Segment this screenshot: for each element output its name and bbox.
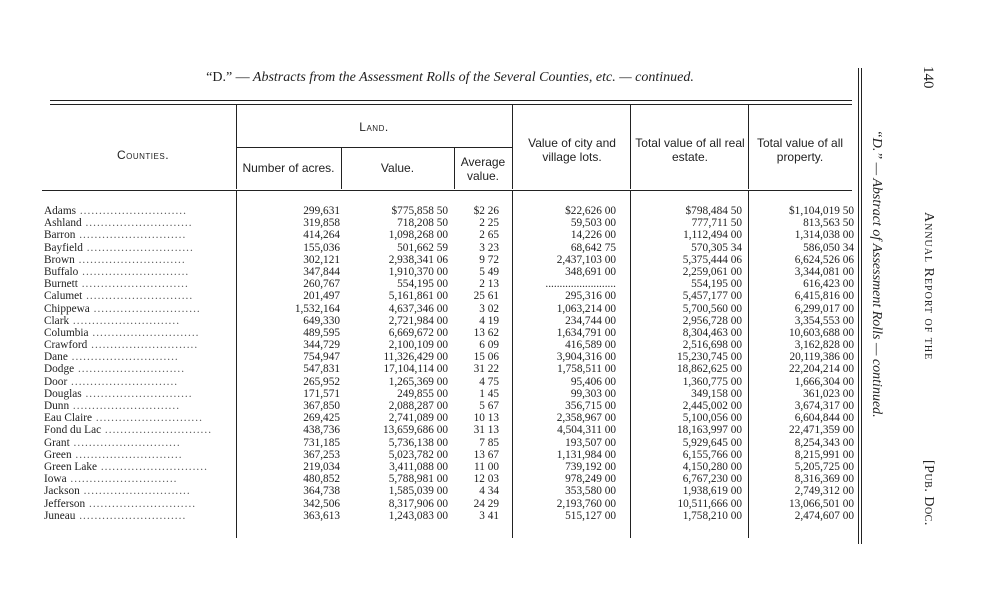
real-estate-cell: 4,150,280 00 xyxy=(682,460,742,473)
table-row xyxy=(40,303,860,315)
acres-cell: 363,613 xyxy=(303,509,340,522)
average-value-cell: 3 41 xyxy=(479,509,499,522)
county-name: Dane ............................ xyxy=(44,351,179,364)
header-real-estate: Total value of all real estate. xyxy=(635,136,745,164)
table-row xyxy=(40,254,860,266)
county-name: Chippewa ............................ xyxy=(44,302,201,315)
land-value-cell: 2,721,984 00 xyxy=(388,314,448,327)
table-row xyxy=(40,229,860,241)
average-value-cell: 5 67 xyxy=(479,400,499,412)
table-row xyxy=(40,424,860,436)
acres-cell: 344,729 xyxy=(303,339,340,352)
page-title xyxy=(50,70,850,86)
land-value-cell: 5,023,782 00 xyxy=(388,448,448,461)
table-row xyxy=(40,376,860,388)
city-lots-cell: 59,503 00 xyxy=(570,217,616,230)
real-estate-cell: 2,259,061 00 xyxy=(682,265,742,278)
table-row xyxy=(40,437,860,449)
average-value-cell: 15 06 xyxy=(473,351,499,364)
table-row xyxy=(40,363,860,375)
county-name: Douglas ............................ xyxy=(44,387,193,400)
all-property-cell: 2,749,312 00 xyxy=(794,485,854,498)
real-estate-cell: 18,862,625 00 xyxy=(677,363,742,376)
page-number: 140 xyxy=(920,66,936,89)
header-bottom-rule xyxy=(42,190,852,191)
header-land: Land. xyxy=(359,120,389,134)
side-rule xyxy=(858,68,859,544)
city-lots-cell: $22,626 00 xyxy=(565,205,616,217)
real-estate-cell: 6,767,230 00 xyxy=(682,473,742,486)
city-lots-cell: 1,131,984 00 xyxy=(556,448,616,461)
average-value-cell: 9 72 xyxy=(479,253,499,266)
average-value-cell: 4 75 xyxy=(479,375,499,388)
real-estate-cell: 5,929,645 00 xyxy=(682,436,742,449)
all-property-cell: $1,104,019 50 xyxy=(789,205,854,217)
land-rule xyxy=(236,147,512,148)
table-row xyxy=(40,461,860,473)
county-name: Burnett ............................ xyxy=(44,278,189,291)
real-estate-cell: $798,484 50 xyxy=(685,205,742,217)
land-value-cell: 13,659,686 00 xyxy=(383,424,448,437)
county-name: Adams ............................ xyxy=(44,205,187,217)
table-row xyxy=(40,473,860,485)
land-value-cell: 1,265,369 00 xyxy=(388,375,448,388)
all-property-cell: 6,299,017 00 xyxy=(794,302,854,315)
land-value-cell: 8,317,906 00 xyxy=(388,497,448,510)
county-name: Green Lake ............................ xyxy=(44,460,208,473)
all-property-cell: 586,050 34 xyxy=(803,241,854,254)
table-row xyxy=(40,400,860,412)
all-property-cell: 1,666,304 00 xyxy=(794,375,854,388)
city-lots-cell: 978,249 00 xyxy=(565,473,616,486)
city-lots-cell: 295,316 00 xyxy=(565,290,616,303)
county-name: Crawford ............................ xyxy=(44,339,199,352)
real-estate-cell: 5,375,444 06 xyxy=(682,253,742,266)
city-lots-cell: 234,744 00 xyxy=(565,314,616,327)
real-estate-cell: 570,305 34 xyxy=(691,241,742,254)
county-name: Iowa ............................ xyxy=(44,473,178,486)
land-value-cell: 501,662 59 xyxy=(397,241,448,254)
county-name: Eau Claire ............................ xyxy=(44,412,203,425)
real-estate-cell: 1,360,775 00 xyxy=(682,375,742,388)
acres-cell: 299,631 xyxy=(303,205,340,217)
real-estate-cell: 1,112,494 00 xyxy=(683,229,742,242)
city-lots-cell: 515,127 00 xyxy=(565,509,616,522)
average-value-cell: 1 45 xyxy=(479,387,499,400)
acres-cell: 201,497 xyxy=(303,290,340,303)
county-name: Grant ............................ xyxy=(44,436,181,449)
real-estate-cell: 2,516,698 00 xyxy=(682,339,742,352)
county-name: Buffalo ............................ xyxy=(44,265,190,278)
acres-cell: 489,595 xyxy=(303,326,340,339)
table-row xyxy=(40,351,860,363)
city-lots-cell: 348,691 00 xyxy=(565,265,616,278)
table-row xyxy=(40,339,860,351)
header-acres: Number of acres. xyxy=(242,161,335,175)
all-property-cell: 6,604,844 00 xyxy=(794,412,854,425)
average-value-cell: 5 49 xyxy=(479,265,499,278)
county-name: Green ............................ xyxy=(44,448,183,461)
all-property-cell: 616,423 00 xyxy=(803,278,854,291)
real-estate-cell: 554,195 00 xyxy=(691,278,742,291)
col-divider xyxy=(748,105,749,189)
county-name: Door ............................ xyxy=(44,375,179,388)
header-value: Value. xyxy=(380,161,415,175)
county-name: Jefferson ............................ xyxy=(44,497,197,510)
land-value-cell: 718,208 50 xyxy=(397,217,448,230)
all-property-cell: 8,316,369 00 xyxy=(794,473,854,486)
county-name: Dunn ............................ xyxy=(44,400,181,412)
all-property-cell: 3,354,553 00 xyxy=(794,314,854,327)
average-value-cell: 4 19 xyxy=(479,314,499,327)
average-value-cell: 4 34 xyxy=(479,485,499,498)
land-value-cell: 1,585,039 00 xyxy=(388,485,448,498)
header-average: Average value. xyxy=(460,155,506,183)
running-head-doc: [Pub. Doc. xyxy=(921,460,936,526)
real-estate-cell: 1,758,210 00 xyxy=(682,509,742,522)
acres-cell: 1,532,164 xyxy=(294,302,340,315)
real-estate-cell: 5,457,177 00 xyxy=(682,290,742,303)
table-row xyxy=(40,449,860,461)
land-value-cell: 249,855 00 xyxy=(397,387,448,400)
city-lots-cell: 99,303 00 xyxy=(570,387,616,400)
real-estate-cell: 2,956,728 00 xyxy=(682,314,742,327)
acres-cell: 342,506 xyxy=(303,497,340,510)
table-row xyxy=(40,315,860,327)
table-row xyxy=(40,412,860,424)
acres-cell: 347,844 xyxy=(303,265,340,278)
acres-cell: 414,264 xyxy=(303,229,340,242)
all-property-cell: 8,254,343 00 xyxy=(794,436,854,449)
acres-cell: 754,947 xyxy=(303,351,340,364)
land-value-cell: 5,736,138 00 xyxy=(388,436,448,449)
average-value-cell: 10 13 xyxy=(473,412,499,425)
all-property-cell: 10,603,688 00 xyxy=(789,326,854,339)
side-title: “D.” — Abstract of Assessment Rolls — continued. xyxy=(869,130,884,418)
land-value-cell: 2,088,287 00 xyxy=(388,400,448,412)
header-counties: Counties. xyxy=(116,148,170,162)
county-name: Barron ............................ xyxy=(44,229,187,242)
average-value-cell: 6 09 xyxy=(479,339,499,352)
city-lots-cell: 739,192 00 xyxy=(565,460,616,473)
city-lots-cell: 1,634,791 00 xyxy=(556,326,616,339)
table-row xyxy=(40,278,860,290)
all-property-cell: 361,023 00 xyxy=(803,387,854,400)
land-value-cell: 5,788,981 00 xyxy=(388,473,448,486)
real-estate-cell: 5,700,560 00 xyxy=(682,302,742,315)
city-lots-cell: 416,589 00 xyxy=(565,339,616,352)
real-estate-cell: 8,304,463 00 xyxy=(682,326,742,339)
average-value-cell: 13 62 xyxy=(473,326,499,339)
acres-cell: 438,736 xyxy=(303,424,340,437)
all-property-cell: 1,314,038 00 xyxy=(794,229,854,242)
table-row xyxy=(40,266,860,278)
city-lots-cell: 14,226 00 xyxy=(570,229,616,242)
city-lots-cell: 68,642 75 xyxy=(570,241,616,254)
land-value-cell: 2,938,341 06 xyxy=(388,253,448,266)
acres-cell: 367,850 xyxy=(303,400,340,412)
side-rule xyxy=(861,68,862,544)
city-lots-cell: 1,758,511 00 xyxy=(557,363,616,376)
all-property-cell: 22,204,214 00 xyxy=(789,363,854,376)
acres-cell: 547,831 xyxy=(303,363,340,376)
acres-cell: 649,330 xyxy=(303,314,340,327)
real-estate-cell: 777,711 50 xyxy=(691,217,742,230)
city-lots-cell: 3,904,316 00 xyxy=(556,351,616,364)
acres-cell: 260,767 xyxy=(303,278,340,291)
all-property-cell: 3,162,828 00 xyxy=(794,339,854,352)
city-lots-cell: 2,193,760 00 xyxy=(556,497,616,510)
land-value-cell: 1,243,083 00 xyxy=(388,509,448,522)
title-lead: “D.” — xyxy=(206,70,250,85)
acres-cell: 480,852 xyxy=(303,473,340,486)
land-value-cell: 11,326,429 00 xyxy=(383,351,448,364)
acres-cell: 265,952 xyxy=(303,375,340,388)
average-value-cell: 3 23 xyxy=(479,241,499,254)
assessment-table xyxy=(40,205,860,522)
city-lots-cell: ......................... xyxy=(545,278,616,291)
table-row xyxy=(40,217,860,229)
acres-cell: 731,185 xyxy=(303,436,340,449)
average-value-cell: 24 29 xyxy=(473,497,499,510)
table-row xyxy=(40,242,860,254)
col-divider xyxy=(512,105,513,189)
average-value-cell: 2 25 xyxy=(479,217,499,230)
average-value-cell: 25 61 xyxy=(473,290,499,303)
all-property-cell: 5,205,725 00 xyxy=(794,460,854,473)
top-rule-double xyxy=(50,104,852,105)
city-lots-cell: 193,507 00 xyxy=(565,436,616,449)
real-estate-cell: 10,511,666 00 xyxy=(677,497,742,510)
average-value-cell: 2 65 xyxy=(479,229,499,242)
all-property-cell: 3,674,317 00 xyxy=(794,400,854,412)
average-value-cell: 13 67 xyxy=(473,448,499,461)
average-value-cell: 3 02 xyxy=(479,302,499,315)
county-name: Bayfield ............................ xyxy=(44,241,194,254)
real-estate-cell: 2,445,002 00 xyxy=(682,400,742,412)
average-value-cell: 11 00 xyxy=(474,460,499,473)
city-lots-cell: 1,063,214 00 xyxy=(556,302,616,315)
acres-cell: 155,036 xyxy=(303,241,340,254)
county-name: Dodge ............................ xyxy=(44,363,186,376)
header-all-property: Total value of all property. xyxy=(756,136,844,164)
county-name: Brown ............................ xyxy=(44,253,186,266)
average-value-cell: 2 13 xyxy=(479,278,499,291)
city-lots-cell: 356,715 00 xyxy=(565,400,616,412)
table-row xyxy=(40,290,860,302)
all-property-cell: 6,624,526 06 xyxy=(794,253,854,266)
land-value-cell: 2,741,089 00 xyxy=(388,412,448,425)
all-property-cell: 13,066,501 00 xyxy=(789,497,854,510)
col-divider xyxy=(630,105,631,189)
real-estate-cell: 5,100,056 00 xyxy=(682,412,742,425)
city-lots-cell: 95,406 00 xyxy=(570,375,616,388)
real-estate-cell: 6,155,766 00 xyxy=(682,448,742,461)
real-estate-cell: 15,230,745 00 xyxy=(677,351,742,364)
land-value-cell: 1,098,268 00 xyxy=(388,229,448,242)
table-row xyxy=(40,510,860,522)
average-value-cell: 31 13 xyxy=(473,424,499,437)
top-rule xyxy=(50,100,852,101)
county-name: Calumet ............................ xyxy=(44,290,194,303)
land-value-cell: 1,910,370 00 xyxy=(388,265,448,278)
acres-cell: 367,253 xyxy=(303,448,340,461)
city-lots-cell: 2,358,967 00 xyxy=(556,412,616,425)
average-value-cell: $2 26 xyxy=(473,205,499,217)
acres-cell: 269,425 xyxy=(303,412,340,425)
table-row xyxy=(40,485,860,497)
county-name: Fond du Lac ............................ xyxy=(44,424,213,437)
city-lots-cell: 353,580 00 xyxy=(565,485,616,498)
land-value-cell: 17,104,114 00 xyxy=(383,363,448,376)
average-value-cell: 7 85 xyxy=(479,436,499,449)
land-value-cell: $775,858 50 xyxy=(391,205,448,217)
title-text: Abstracts from the Assessment Rolls of the Several Counties, etc. — continued. xyxy=(252,70,694,85)
real-estate-cell: 349,158 00 xyxy=(691,387,742,400)
acres-cell: 171,571 xyxy=(303,387,340,400)
table-row xyxy=(40,205,860,217)
city-lots-cell: 2,437,103 00 xyxy=(556,253,616,266)
land-value-cell: 2,100,109 00 xyxy=(388,339,448,352)
land-value-cell: 6,669,672 00 xyxy=(388,326,448,339)
real-estate-cell: 1,938,619 00 xyxy=(682,485,742,498)
land-value-cell: 3,411,088 00 xyxy=(389,460,448,473)
county-name: Columbia ............................ xyxy=(44,326,200,339)
county-name: Clark ............................ xyxy=(44,314,181,327)
city-lots-cell: 4,504,311 00 xyxy=(557,424,616,437)
table-row xyxy=(40,388,860,400)
land-value-cell: 554,195 00 xyxy=(397,278,448,291)
acres-cell: 219,034 xyxy=(303,460,340,473)
all-property-cell: 22,471,359 00 xyxy=(789,424,854,437)
all-property-cell: 20,119,386 00 xyxy=(789,351,854,364)
acres-cell: 364,738 xyxy=(303,485,340,498)
all-property-cell: 6,415,816 00 xyxy=(794,290,854,303)
land-value-cell: 4,637,346 00 xyxy=(388,302,448,315)
county-name: Juneau ............................ xyxy=(44,509,187,522)
land-value-cell: 5,161,861 00 xyxy=(388,290,448,303)
all-property-cell: 2,474,607 00 xyxy=(794,509,854,522)
table-row xyxy=(40,498,860,510)
county-name: Jackson ............................ xyxy=(44,485,191,498)
acres-cell: 319,858 xyxy=(303,217,340,230)
running-head-report: Annual Report of the xyxy=(921,212,936,361)
acres-cell: 302,121 xyxy=(303,253,340,266)
all-property-cell: 813,563 50 xyxy=(803,217,854,230)
real-estate-cell: 18,163,997 00 xyxy=(677,424,742,437)
average-value-cell: 31 22 xyxy=(473,363,499,376)
header-city-lots: Value of city and village lots. xyxy=(528,136,616,164)
all-property-cell: 8,215,991 00 xyxy=(794,448,854,461)
average-value-cell: 12 03 xyxy=(473,473,499,486)
all-property-cell: 3,344,081 00 xyxy=(794,265,854,278)
county-name: Ashland ............................ xyxy=(44,217,193,230)
table-row xyxy=(40,327,860,339)
